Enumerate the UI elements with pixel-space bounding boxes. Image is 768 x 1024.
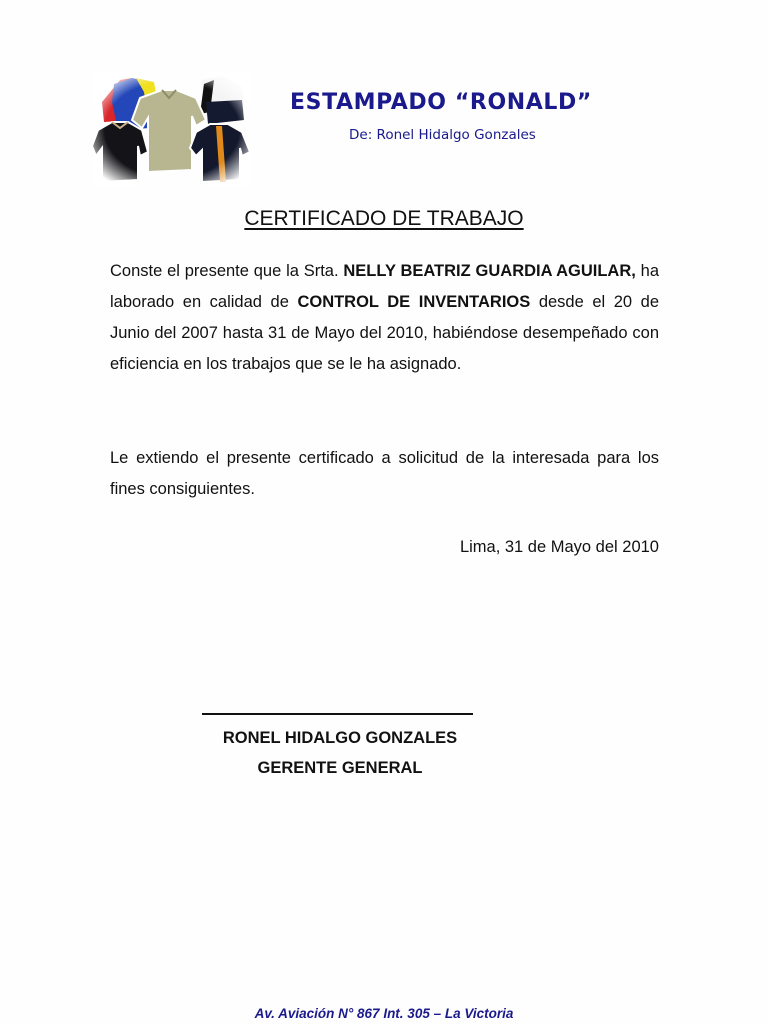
- signatory-name: RONEL HIDALGO GONZALES: [222, 729, 458, 747]
- company-logo-image: [92, 72, 252, 187]
- certificate-paragraph-1: [110, 256, 659, 380]
- document-title: [0, 207, 768, 231]
- polo-shirts-icon: [92, 72, 252, 187]
- footer-address: Av. Aviación N° 867 Int. 305 – La Victoria: [254, 1006, 514, 1021]
- certificate-paragraph-2: Le extiendo el presente certificado a solicitud de la interesada para los fines consiguientes.: [110, 449, 659, 498]
- job-position: CONTROL DE INVENTARIOS: [297, 293, 531, 311]
- document-title-text: CERTIFICADO DE TRABAJO: [244, 207, 524, 230]
- mid-text: ha laborado en calidad de: [110, 262, 659, 311]
- employment-period-text: desde el 20 de Junio del 2007 hasta 31 de Mayo del 2010, habiéndose desempeñado con eficiencia en los trabajos que se le ha asignado.: [110, 293, 659, 373]
- signatory-role: GERENTE GENERAL: [257, 759, 423, 777]
- employee-name: NELLY BEATRIZ GUARDIA AGUILAR,: [343, 262, 636, 280]
- company-subtitle: De: Ronel Hidalgo Gonzales: [349, 127, 536, 143]
- place-and-date: Lima, 31 de Mayo del 2010: [459, 538, 659, 556]
- company-name: ESTAMPADO “RONALD”: [290, 90, 592, 115]
- intro-text: Conste el presente que la Srta.: [110, 262, 344, 280]
- signature-line: [202, 713, 473, 715]
